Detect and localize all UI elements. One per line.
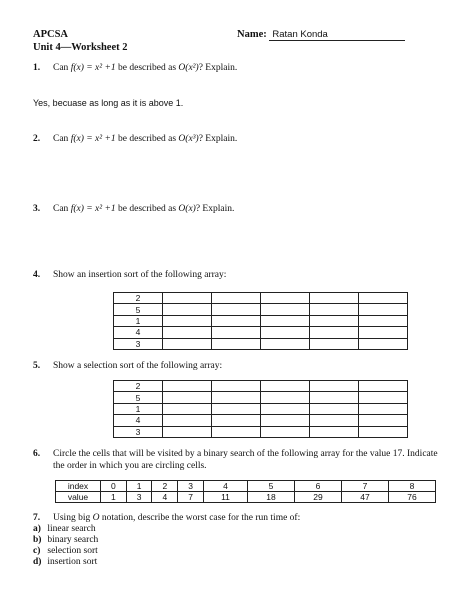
work-cell[interactable]: [359, 304, 408, 315]
work-cell[interactable]: [163, 315, 212, 326]
array-cell: 4: [114, 415, 163, 426]
work-cell[interactable]: [212, 315, 261, 326]
name-field[interactable]: Ratan Konda: [269, 29, 405, 41]
value-label: value: [56, 492, 101, 503]
work-cell[interactable]: [310, 381, 359, 392]
work-cell[interactable]: [261, 426, 310, 437]
work-cell[interactable]: [163, 327, 212, 338]
index-cell: 8: [389, 481, 436, 492]
work-cell[interactable]: [261, 338, 310, 349]
array-cell: 2: [114, 293, 163, 304]
work-cell[interactable]: [261, 327, 310, 338]
index-cell: 0: [101, 481, 127, 492]
answer-1[interactable]: Yes, becuase as long as it is above 1.: [33, 98, 184, 108]
work-cell[interactable]: [261, 304, 310, 315]
work-cell[interactable]: [212, 381, 261, 392]
work-cell[interactable]: [359, 327, 408, 338]
work-cell[interactable]: [163, 381, 212, 392]
index-cell: 1: [126, 481, 152, 492]
grid-row: [114, 415, 408, 426]
function-expression: f(x) = x² +1: [70, 63, 116, 73]
work-cell[interactable]: [310, 304, 359, 315]
value-cell[interactable]: 18: [248, 492, 295, 503]
big-o-expression: O(x): [178, 204, 196, 214]
work-cell[interactable]: [359, 338, 408, 349]
big-o-expression: O(x²): [178, 63, 199, 73]
binary-search-table: [55, 480, 436, 503]
work-cell[interactable]: [310, 293, 359, 304]
unit-title: Unit 4—Worksheet 2: [33, 42, 128, 53]
value-cell[interactable]: 7: [178, 492, 204, 503]
work-cell[interactable]: [261, 293, 310, 304]
work-cell[interactable]: [310, 327, 359, 338]
array-cell: 1: [114, 403, 163, 414]
work-cell[interactable]: [163, 392, 212, 403]
grid-row: [114, 315, 408, 326]
question-number: 2.: [33, 134, 41, 144]
work-cell[interactable]: [310, 403, 359, 414]
value-cell[interactable]: 3: [126, 492, 152, 503]
work-cell[interactable]: [310, 315, 359, 326]
list-item-binary-search: b) binary search: [33, 535, 99, 545]
array-cell: 2: [114, 381, 163, 392]
work-cell[interactable]: [310, 392, 359, 403]
work-cell[interactable]: [359, 415, 408, 426]
index-cell: 4: [203, 481, 247, 492]
work-cell[interactable]: [310, 338, 359, 349]
work-cell[interactable]: [359, 392, 408, 403]
array-cell: 5: [114, 392, 163, 403]
work-cell[interactable]: [261, 381, 310, 392]
grid-row: [114, 381, 408, 392]
array-cell: 1: [114, 315, 163, 326]
question-number: 6.: [33, 449, 41, 459]
value-cell[interactable]: 47: [342, 492, 389, 503]
work-cell[interactable]: [212, 403, 261, 414]
value-row: [56, 492, 436, 503]
question-2: 2. Can f(x) = x² +1 be described as O(x³)? Explain.: [33, 134, 238, 144]
grid-row: [114, 392, 408, 403]
grid-row: [114, 426, 408, 437]
index-cell: 3: [178, 481, 204, 492]
grid-row: [114, 403, 408, 414]
grid-row: [114, 327, 408, 338]
index-row: [56, 481, 436, 492]
work-cell[interactable]: [163, 426, 212, 437]
work-cell[interactable]: [261, 403, 310, 414]
big-o-expression: O(x³): [178, 134, 199, 144]
insertion-sort-grid: [113, 292, 408, 350]
question-1: 1. Can f(x) = x² +1 be described as O(x²)? Explain.: [33, 63, 238, 73]
question-number: 3.: [33, 204, 41, 214]
question-3: 3. Can f(x) = x² +1 be described as O(x)? Explain.: [33, 204, 235, 214]
array-cell: 3: [114, 426, 163, 437]
work-cell[interactable]: [163, 293, 212, 304]
question-4: 4. Show an insertion sort of the following array:: [33, 270, 227, 280]
work-cell[interactable]: [310, 415, 359, 426]
index-cell: 2: [152, 481, 178, 492]
work-cell[interactable]: [212, 327, 261, 338]
index-cell: 7: [342, 481, 389, 492]
question-number: 7.: [33, 513, 41, 523]
index-label: index: [56, 481, 101, 492]
work-cell[interactable]: [212, 426, 261, 437]
work-cell[interactable]: [359, 403, 408, 414]
work-cell[interactable]: [359, 381, 408, 392]
function-expression: f(x) = x² +1: [70, 134, 116, 144]
work-cell[interactable]: [359, 293, 408, 304]
question-6-continued: the order in which you are circling cells.: [53, 461, 207, 471]
work-cell[interactable]: [212, 392, 261, 403]
work-cell[interactable]: [261, 392, 310, 403]
work-cell[interactable]: [359, 426, 408, 437]
grid-row: [114, 338, 408, 349]
grid-row: [114, 293, 408, 304]
work-cell[interactable]: [212, 304, 261, 315]
grid-row: [114, 304, 408, 315]
work-cell[interactable]: [163, 403, 212, 414]
value-cell[interactable]: 29: [295, 492, 342, 503]
list-item-linear-search: a) linear search: [33, 524, 96, 534]
value-cell[interactable]: 4: [152, 492, 178, 503]
array-cell: 5: [114, 304, 163, 315]
work-cell[interactable]: [212, 338, 261, 349]
index-cell: 6: [295, 481, 342, 492]
question-7: 7. Using big O notation, describe the worst case for the run time of:: [33, 513, 301, 523]
work-cell[interactable]: [212, 415, 261, 426]
question-5: 5. Show a selection sort of the following array:: [33, 361, 223, 371]
question-number: 5.: [33, 361, 41, 371]
name-block: [237, 29, 405, 41]
value-cell[interactable]: 11: [203, 492, 247, 503]
work-cell[interactable]: [212, 293, 261, 304]
list-item-selection-sort: c) selection sort: [33, 546, 98, 556]
work-cell[interactable]: [310, 426, 359, 437]
question-number: 4.: [33, 270, 41, 280]
list-item-insertion-sort: d) insertion sort: [33, 557, 98, 567]
array-cell: 4: [114, 327, 163, 338]
work-cell[interactable]: [261, 415, 310, 426]
value-cell[interactable]: 1: [101, 492, 127, 503]
value-cell[interactable]: 76: [389, 492, 436, 503]
question-6: 6. Circle the cells that will be visited by a binary search of the following array for the value 17. Indicate: [33, 449, 438, 459]
selection-sort-grid: [113, 380, 408, 438]
work-cell[interactable]: [163, 338, 212, 349]
index-cell: 5: [248, 481, 295, 492]
course-title: APCSA: [33, 29, 69, 40]
work-cell[interactable]: [163, 304, 212, 315]
array-cell: 3: [114, 338, 163, 349]
work-cell[interactable]: [359, 315, 408, 326]
work-cell[interactable]: [163, 415, 212, 426]
function-expression: f(x) = x² +1: [70, 204, 116, 214]
name-label: Name:: [237, 29, 267, 40]
question-number: 1.: [33, 63, 41, 73]
work-cell[interactable]: [261, 315, 310, 326]
